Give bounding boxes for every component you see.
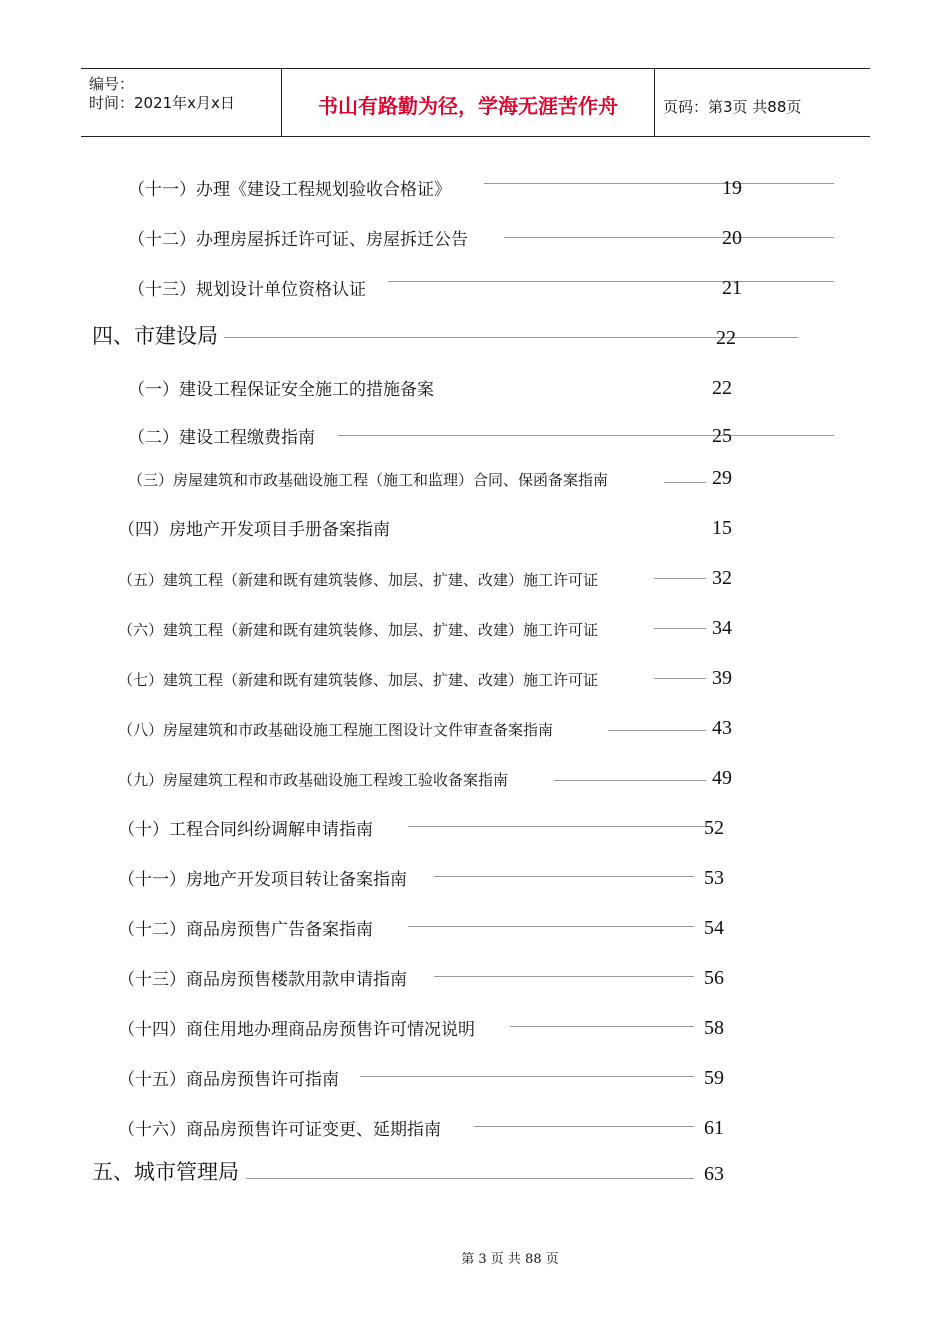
toc-entry-page: 39	[712, 667, 732, 689]
toc-section[interactable]	[92, 326, 752, 356]
toc-entry-label: （三）房屋建筑和市政基础设施工程（施工和监理）合同、保函备案指南	[128, 471, 609, 489]
toc-leader	[360, 1076, 694, 1077]
toc-entry-label: （十四）商住用地办理商品房预售许可情况说明	[118, 1020, 475, 1040]
toc-leader	[510, 1026, 694, 1027]
toc-entry[interactable]	[118, 816, 748, 846]
document-time-label: 时间：2021年x月x日	[89, 94, 235, 112]
toc-entry-page: 32	[712, 567, 732, 589]
toc-leader	[408, 826, 706, 827]
toc-entry-label: （一）建设工程保证安全施工的措施备案	[128, 380, 434, 400]
toc-leader	[338, 435, 834, 436]
toc-entry-label: （六）建筑工程（新建和既有建筑装修、加层、扩建、改建）施工许可证	[118, 621, 599, 639]
toc-leader	[504, 237, 834, 238]
toc-section-page: 63	[704, 1163, 724, 1185]
toc-entry-page: 59	[704, 1067, 724, 1089]
toc-entry[interactable]	[118, 566, 748, 596]
toc-leader	[434, 976, 694, 977]
toc-leader	[408, 926, 694, 927]
toc-entry-label: （十）工程合同纠纷调解申请指南	[118, 820, 373, 840]
toc-entry-page: 43	[712, 717, 732, 739]
toc-entry-page: 54	[704, 917, 724, 939]
toc-entry-label: （十一）房地产开发项目转让备案指南	[118, 870, 407, 890]
toc-entry[interactable]	[118, 966, 748, 996]
toc-entry-label: （五）建筑工程（新建和既有建筑装修、加层、扩建、改建）施工许可证	[118, 571, 599, 589]
toc-leader	[664, 482, 706, 483]
toc-leader	[388, 281, 834, 282]
toc-entry-label: （十六）商品房预售许可证变更、延期指南	[118, 1120, 441, 1140]
toc-entry[interactable]	[118, 1116, 748, 1146]
toc-entry-page: 22	[712, 377, 732, 399]
toc-entry-label: （十三）规划设计单位资格认证	[128, 280, 366, 300]
toc-entry-page: 29	[712, 467, 732, 489]
toc-section-label: 四、市建设局	[92, 324, 218, 348]
toc-entry[interactable]	[128, 226, 748, 256]
toc-entry[interactable]	[128, 376, 748, 406]
toc-entry-label: （四）房地产开发项目手册备案指南	[118, 520, 390, 540]
toc-leader	[654, 628, 706, 629]
toc-entry-label: （十二）商品房预售广告备案指南	[118, 920, 373, 940]
toc-leader	[246, 1178, 694, 1179]
toc-leader	[224, 337, 798, 338]
toc-leader	[434, 876, 694, 877]
toc-entry-page: 49	[712, 767, 732, 789]
toc-entry-page: 56	[704, 967, 724, 989]
toc-entry-label: （八）房屋建筑和市政基础设施工程施工图设计文件审查备案指南	[118, 721, 554, 739]
toc-entry-label: （十一）办理《建设工程规划验收合格证》	[128, 180, 451, 200]
toc-entry-page: 34	[712, 617, 732, 639]
toc-entry[interactable]	[118, 1066, 748, 1096]
toc-entry-page: 52	[704, 817, 724, 839]
toc-leader	[654, 678, 706, 679]
toc-entry[interactable]	[128, 276, 748, 306]
toc-entry-page: 25	[712, 425, 732, 447]
toc-entry-label: （二）建设工程缴费指南	[128, 428, 315, 448]
toc-entry[interactable]	[118, 1016, 748, 1046]
toc-entry-page: 19	[722, 177, 742, 199]
toc-entry-page: 15	[712, 517, 732, 539]
toc-leader	[554, 780, 706, 781]
toc-entry-page: 53	[704, 867, 724, 889]
toc-leader	[484, 183, 834, 184]
toc-section-page: 22	[716, 327, 736, 349]
toc-entry[interactable]	[128, 176, 748, 206]
toc-entry[interactable]	[118, 516, 748, 546]
toc-section-label: 五、城市管理局	[92, 1160, 239, 1184]
toc-entry-page: 58	[704, 1017, 724, 1039]
toc-entry-label: （十三）商品房预售楼款用款申请指南	[118, 970, 407, 990]
toc-entry-label: （十五）商品房预售许可指南	[118, 1070, 339, 1090]
toc-entry[interactable]	[128, 424, 748, 454]
toc-entry[interactable]	[118, 916, 748, 946]
toc-entry-page: 21	[722, 277, 742, 299]
toc-entry-label: （九）房屋建筑工程和市政基础设施工程竣工验收备案指南	[118, 771, 509, 789]
toc-leader	[654, 578, 706, 579]
toc-entry[interactable]	[118, 716, 748, 746]
toc-leader	[608, 730, 706, 731]
document-number-label: 编号：	[89, 75, 135, 93]
header-motto: 书山有路勤为径，学海无涯苦作舟	[318, 94, 618, 118]
toc-entry[interactable]	[118, 866, 748, 896]
header-page-info: 页码：第3页 共88页	[663, 98, 802, 116]
toc-entry-page: 61	[704, 1117, 724, 1139]
toc-entry[interactable]	[118, 616, 748, 646]
toc-entry[interactable]	[118, 766, 748, 796]
toc-entry[interactable]	[118, 666, 748, 696]
toc-entry-page: 20	[722, 227, 742, 249]
page-footer: 第 3 页 共 88 页	[461, 1252, 559, 1267]
toc-leader	[474, 1126, 694, 1127]
toc-entry-label: （七）建筑工程（新建和既有建筑装修、加层、扩建、改建）施工许可证	[118, 671, 599, 689]
toc-entry[interactable]	[128, 466, 748, 496]
toc-entry-label: （十二）办理房屋拆迁许可证、房屋拆迁公告	[128, 230, 468, 250]
toc-section[interactable]	[92, 1162, 752, 1192]
